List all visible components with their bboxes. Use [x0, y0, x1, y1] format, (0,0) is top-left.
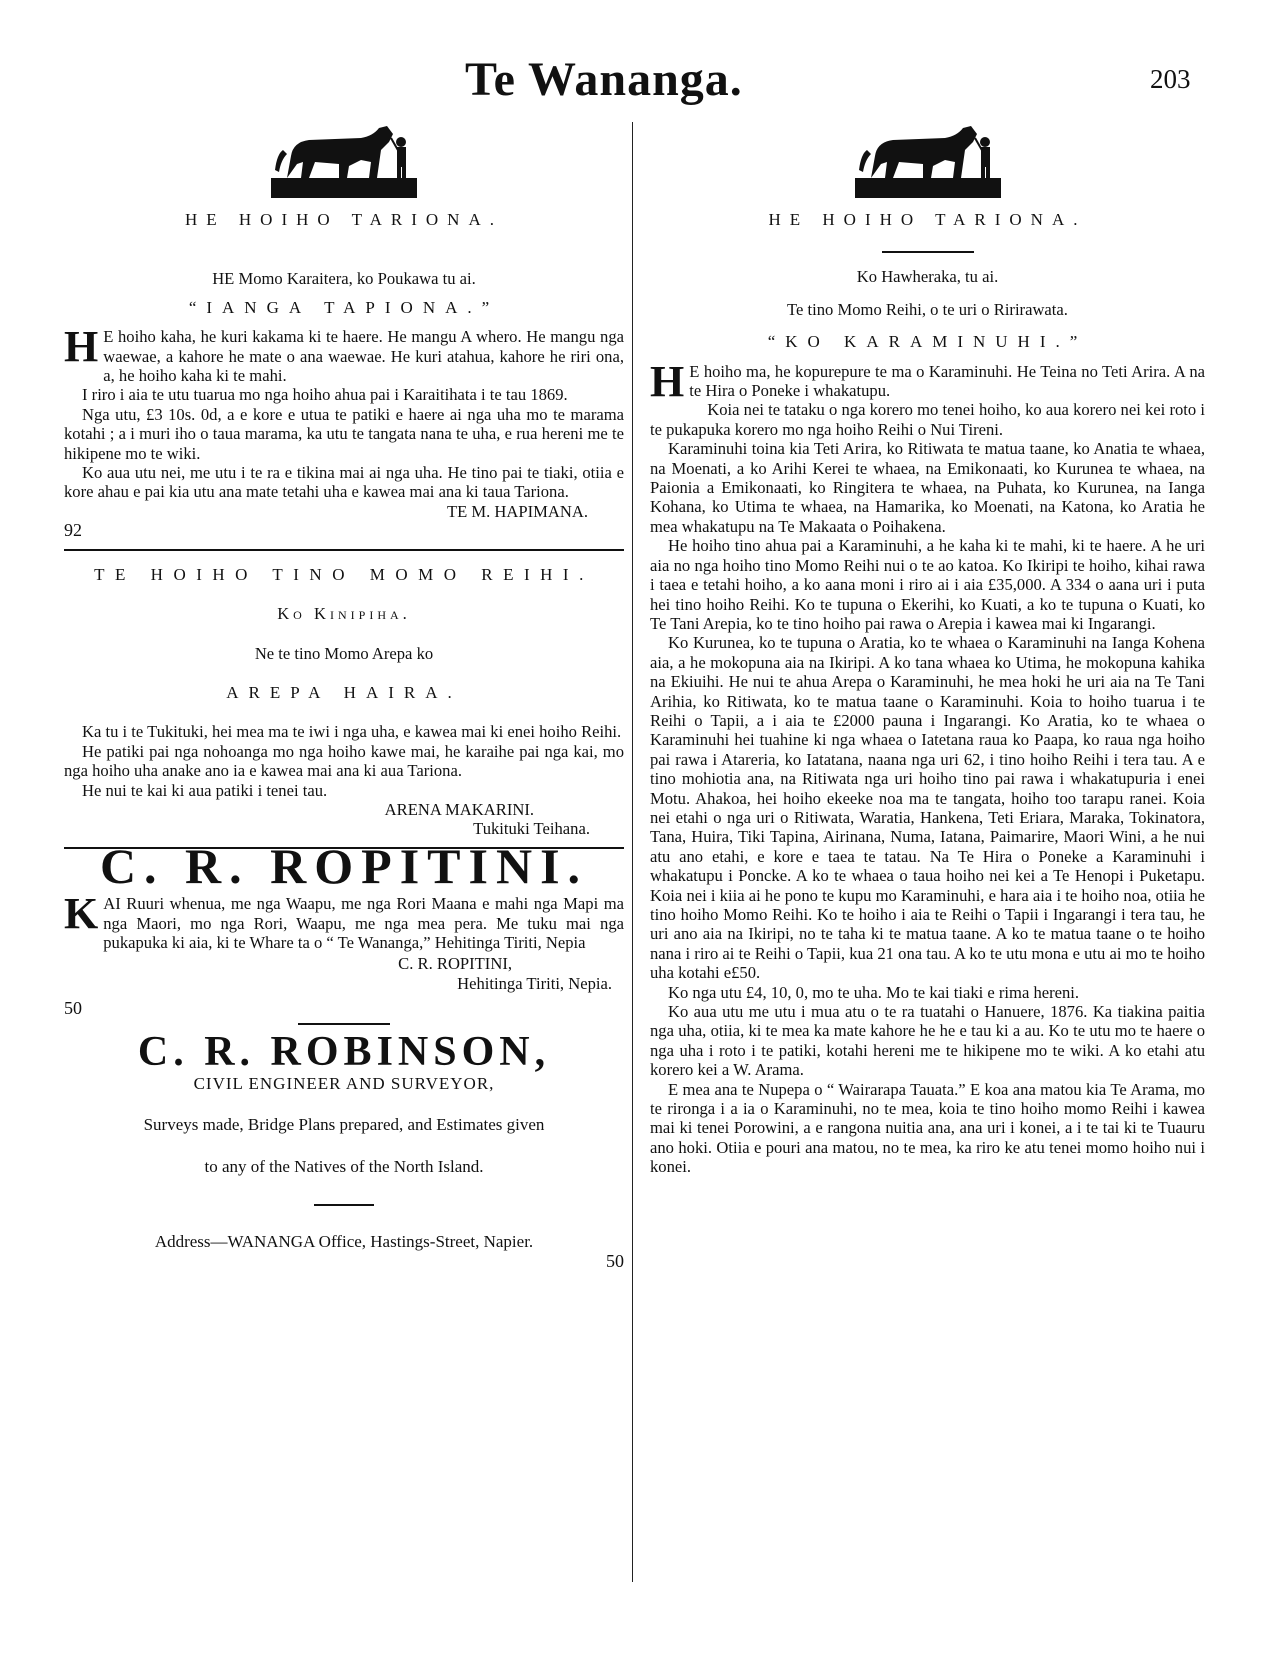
ad-paragraph: He nui te kai ki aua patiki i tenei tau.: [82, 780, 328, 800]
short-rule: [298, 1023, 390, 1025]
short-rule: [314, 1204, 374, 1206]
ad-paragraph: Ka tu i te Tukituki, hei mea ma te iwi i nga uha, e kawea mai ki enei hoiho Reihi.: [82, 722, 622, 742]
ad-paragraph: KAI Ruuri whenua, me nga Waapu, me nga Rori Maana e mahi nga Mapi ma nga Maori, mo nga Rori, Waapu, me nga mea pera. Me tuku mai nga pukapuka ki aia, ki te Whare ta o “ Te Wananga,” Hehitinga Tiriti, Nepia: [64, 889, 624, 952]
ad-paragraph: H E hoiho ma, he kopurepure te ma o Karaminuhi. He Teina no Teti Arira. A na te Hira o Poneke i whakatupu.: [650, 356, 1205, 406]
horse-name: “KO KARAMINUHI.”: [767, 332, 1088, 352]
ad-paragraph: Ko Kurunea, ko te tupuna o Aratia, ko te whaea o Karaminuhi na Ianga Kohena aia, a he mokopuna aia na Ikiripi. A ko tana whaea ko Utima, he mokopuna kahika na Ekiuihi. He nui te ahua Arepa o Karaminuhi, he mea hoki he uri aia na Te Tani Arihia, ko Ritiwata, ko te matua taane o Karaminuhi. Koia to hoiho tuarua i te Reihi o Tapii, a i aia te £2000 pauna i Ingarangi. Ko Aratia, ko te whaea o Karaminuhi hei tuahine ki nga whaea o Iatetana raua ko Paapa, ko raua nga hoiho pai rawa i Atareria, ko Iatatana, naana nga uri 62, i tino hoiho Reihi i tera tau. A e tino mohiotia ana, na Ritiwata nga uri hoiho tino pai rawa i whakatupuria i enei Motu. Ahakoa, hei hoiho ekeeke noa ma te tangata, hoiho too tarapu ranei. Koia nei etahi o nga uri o Ritiwata, Waratia, Hankena, Teti Eriara, Maraka, Tokinatora, Tana, Huira, Tiki Tapina, Airinana, Numa, Iatana, Paimarire, Maori Wini, a he nui atu ano etahi, e kore e taea te tatau. Na Te Hira o Poneke a Karaminuhi i whakatupu i Poncke. A ko te whaea o taua hoiho nei kei a Te Henopi i Puketapu. Koia nei i kiia ai he pono te kupu mo Karaminuhi, e hara aia i te hoiho noa, otiia he tino hoiho Momo Reihi. Ko te hoiho i aia te Reihi o Tapii i Ingarangi i tera tau, he uri ano aia na Ikiripi, no te taha ki te matua taane. A ko te matua taane o te hoiho nana i riro ai te Reihi o Tapii, kua 21 ona tau. A ko te utu mona e utu ai mo te hoiho uha kotahi e£50.: [650, 633, 1205, 983]
ad-heading-ropitini: C. R. ROPITINI.: [99, 837, 589, 894]
ad-heading-hoiho-tariona: HE HOIHO TARIONA.: [768, 210, 1087, 229]
page-number: 203: [1150, 64, 1191, 94]
ad-number: 92: [64, 520, 82, 541]
ad-subtitle: Ne te tino Momo Arepa ko: [254, 643, 434, 663]
ad-paragraph: Ko aua utu nei, me utu i te ra e tikina mai ai nga uha. He tino pai te tiaki, otiia e kore ahau e pai kia utu ana mate tetahi uha e kawea mai ana ki taua Tariona.: [64, 463, 624, 502]
ad-address: Address—WANANGA Office, Hastings-Street, Napier.: [154, 1232, 534, 1252]
ad-subtitle: Te tino Momo Reihi, o te uri o Ririrawata.: [787, 299, 1068, 319]
signature: TE M. HAPIMANA.: [446, 501, 588, 521]
ad-paragraph: Karaminuhi toina kia Teti Arira, ko Ritiwata te matua taane, ko Anatia te whaea, na Moenati, a ko Arihi Kerei te whaea, na Emikonaati, ko Kurunea te whaea, na Paionia a Emikonaati, ko Ringitera te whaea, na Puhata, ko Kurunea, na Ianga Kohana, ko Utima te whaea, na Hamarika, ko Moenati, na Katona, ko Aratia he mea whakatupu na Te Makaata o Poihakena.: [650, 439, 1205, 536]
ad-heading-tino-momo-reihi: TE HOIHO TINO MOMO REIHI.: [94, 564, 594, 584]
ad-number: 50: [64, 998, 82, 1019]
masthead: [0, 50, 1280, 110]
horse-name: “IANGA TAPIONA.”: [188, 297, 500, 317]
ad-heading-robinson: C. R. ROBINSON,: [137, 1028, 551, 1075]
ad-paragraph: Ko nga utu £4, 10, 0, mo te uha. Mo te kai tiaki e rima hereni.: [668, 982, 1080, 1002]
ad-subtitle: HE Momo Karaitera, ko Poukawa tu ai.: [212, 269, 476, 289]
horse-woodcut-icon: [853, 120, 1003, 200]
ad-number: 50: [606, 1250, 624, 1271]
signature-location: Hehitinga Tiriti, Nepia.: [457, 973, 612, 993]
horse-woodcut-icon: [269, 120, 419, 200]
ad-heading-hoiho-tariona: HE HOIHO TARIONA.: [184, 210, 503, 229]
ad-paragraph: Ko aua utu me utu i mua atu o te ra tuatahi o Hanuere, 1876. Ka tiakina paitia nga uha, otiia, ki te mea ka mate kahore he he e tau ki a au. Ko te utu mo te haere o nga uha i roto i te patiki, kotahi hereni me te hikipene mo te wiki. A ko etahi atu korero kei a W. Arama.: [650, 1002, 1205, 1080]
drop-cap: H: [650, 356, 685, 406]
newspaper-title: Te Wananga.: [465, 53, 743, 106]
ad-line: Surveys made, Bridge Plans prepared, and Estimates given: [143, 1115, 545, 1135]
section-rule: [64, 549, 624, 551]
column-divider: [632, 122, 633, 1582]
right-column: [650, 120, 1205, 1177]
ad-paragraph: H E hoiho kaha, he kuri kakama ki te haere. He mangu A whero. He mangu nga waewae, a kahore he mate o ana waewae. He kuri atahua, kahore he riri ona, a, he hoiho kaha ki te mahi.: [64, 322, 624, 386]
signature-location: Tukituki Teihana.: [473, 819, 590, 839]
left-column: [64, 120, 624, 1271]
signature: ARENA MAKARINI.: [384, 799, 534, 819]
ad-paragraph: Nga utu, £3 10s. 0d, a e kore e utua te patiki e haere ai nga uha mo te marama kotahi ; a i muri iho o taua marama, ka utu te tangata nana te uha, e rua hereni me te hikipene mo te wiki.: [64, 404, 624, 463]
signature: C. R. ROPITINI,: [398, 954, 512, 974]
horse-name: AREPA HAIRA.: [226, 682, 462, 702]
ad-paragraph: He hoiho tino ahua pai a Karaminuhi, a he kaha ki te mahi, ki te haere. A he uri aia no nga hoiho tino Momo Reihi nui o te ao katoa. Ko Ikiripi te hoiho, kihai rawa i taea e tetahi hoiho, a ko aana moni i riro ai i aia £35,000. A 334 o aana uri i puta hei tino hoiho Reihi. Ko te tupuna o Ekerihi, ko Kuati, a ko te tupuna o Kuati, ko Te Tani Arepia, ko te tino hoiho pai rawa o Arepia i kawea mai ki Ingarangi.: [650, 536, 1205, 633]
ad-paragraph: Koia nei te tataku o nga korero mo tenei hoiho, ko aua korero nei kei roto i te pukapuka korero mo nga hoiho Reihi o Nui Tireni.: [650, 400, 1205, 439]
short-rule: [882, 251, 974, 253]
ad-paragraph: I riro i aia te utu tuarua mo nga hoiho ahua pai i Karaitihata i te tau 1869.: [82, 385, 568, 405]
ad-subtitle: Ko Hawheraka, tu ai.: [856, 267, 999, 287]
drop-cap: K: [64, 889, 99, 939]
ad-paragraph: E mea ana te Nupepa o “ Wairarapa Tauata.” E koa ana matou kia Te Arama, mo te rironga i a ia o Karaminuhi, no te mea, koia te tino hoiho momo Reihi i kawea mai ki tenei Porowini, a e rangona nuitia ana, ana uri i konei, a i te tai ki te Tuauru ano hoki. Otiia e pouri ana matou, no te mea, ka riro ke atu tenei momo hoiho nui i konei.: [650, 1079, 1205, 1177]
ad-subtitle: CIVIL ENGINEER AND SURVEYOR,: [193, 1074, 495, 1093]
drop-cap: H: [64, 322, 99, 372]
ad-line: to any of the Natives of the North Island.: [204, 1156, 484, 1176]
ad-subheading: Ko Kinipiha.: [277, 604, 411, 624]
ad-paragraph: He patiki pai nga nohoanga mo nga hoiho kawe mai, he karaihe pai nga kai, mo nga hoiho uha anake ano ia e kawea mai ana ki aua Tariona.: [64, 741, 624, 781]
